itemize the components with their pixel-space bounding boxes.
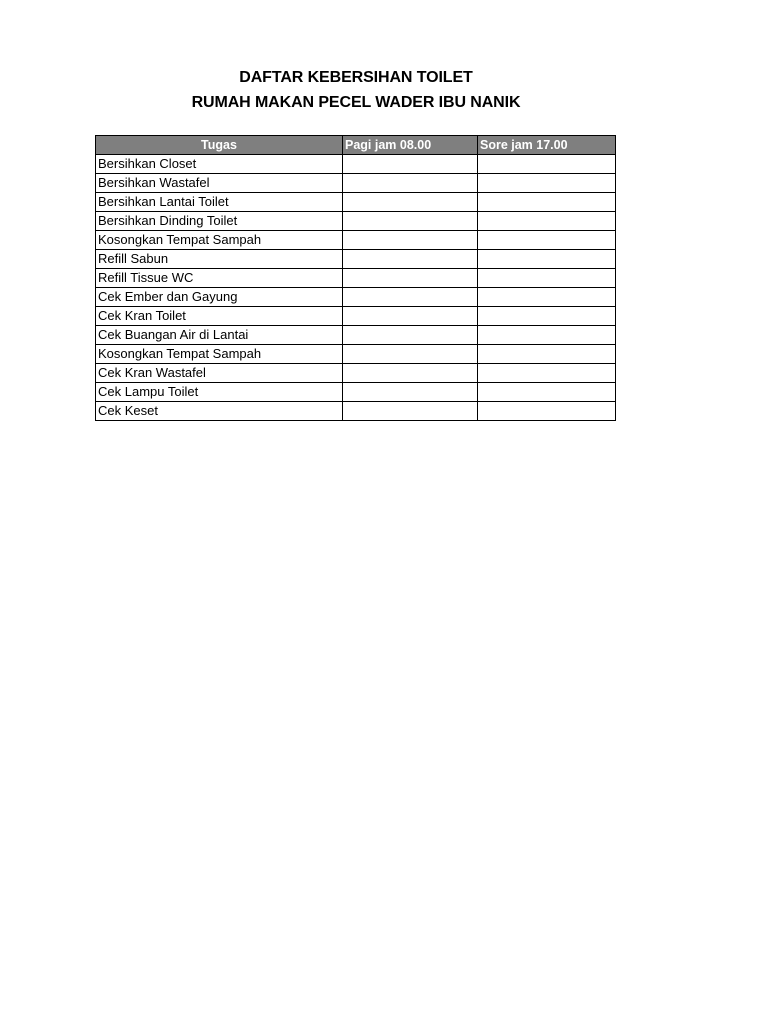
table-row: [96, 174, 616, 193]
morning-check-cell[interactable]: [343, 193, 478, 212]
task-cell: Refill Sabun: [96, 250, 343, 269]
document-subtitle: RUMAH MAKAN PECEL WADER IBU NANIK: [191, 94, 521, 111]
evening-check-cell[interactable]: [478, 174, 616, 193]
morning-check-cell[interactable]: [343, 383, 478, 402]
evening-check-cell[interactable]: [478, 212, 616, 231]
table-row: [96, 307, 616, 326]
evening-check-cell[interactable]: [478, 269, 616, 288]
task-cell: Cek Ember dan Gayung: [96, 288, 343, 307]
task-cell: Kosongkan Tempat Sampah: [96, 231, 343, 250]
evening-check-cell[interactable]: [478, 307, 616, 326]
morning-check-cell[interactable]: [343, 250, 478, 269]
evening-check-cell[interactable]: [478, 345, 616, 364]
task-cell: Cek Buangan Air di Lantai: [96, 326, 343, 345]
evening-check-cell[interactable]: [478, 383, 616, 402]
task-cell: Bersihkan Dinding Toilet: [96, 212, 343, 231]
morning-check-cell[interactable]: [343, 288, 478, 307]
table-row: [96, 250, 616, 269]
task-cell: Bersihkan Lantai Toilet: [96, 193, 343, 212]
task-cell: Kosongkan Tempat Sampah: [96, 345, 343, 364]
evening-check-cell[interactable]: [478, 402, 616, 421]
table-row: [96, 326, 616, 345]
morning-check-cell[interactable]: [343, 307, 478, 326]
document-title: DAFTAR KEBERSIHAN TOILET: [239, 69, 473, 86]
table-row: [96, 364, 616, 383]
morning-check-cell[interactable]: [343, 231, 478, 250]
table-row: [96, 269, 616, 288]
task-cell: Cek Kran Toilet: [96, 307, 343, 326]
table-row: [96, 193, 616, 212]
morning-check-cell[interactable]: [343, 364, 478, 383]
task-cell: Bersihkan Closet: [96, 155, 343, 174]
table-row: [96, 231, 616, 250]
task-cell: Cek Lampu Toilet: [96, 383, 343, 402]
table-row: [96, 345, 616, 364]
morning-check-cell[interactable]: [343, 269, 478, 288]
morning-check-cell[interactable]: [343, 345, 478, 364]
table-row: [96, 212, 616, 231]
morning-check-cell[interactable]: [343, 155, 478, 174]
morning-check-cell[interactable]: [343, 326, 478, 345]
evening-check-cell[interactable]: [478, 364, 616, 383]
header-pagi: Pagi jam 08.00: [343, 136, 478, 155]
morning-check-cell[interactable]: [343, 402, 478, 421]
table-row: [96, 155, 616, 174]
evening-check-cell[interactable]: [478, 288, 616, 307]
evening-check-cell[interactable]: [478, 250, 616, 269]
table-row: [96, 288, 616, 307]
table-body: [96, 155, 616, 421]
table-row: [96, 383, 616, 402]
header-sore: Sore jam 17.00: [478, 136, 616, 155]
morning-check-cell[interactable]: [343, 174, 478, 193]
cleaning-checklist-table: [95, 135, 616, 421]
morning-check-cell[interactable]: [343, 212, 478, 231]
evening-check-cell[interactable]: [478, 155, 616, 174]
task-cell: Cek Kran Wastafel: [96, 364, 343, 383]
task-cell: Cek Keset: [96, 402, 343, 421]
task-cell: Bersihkan Wastafel: [96, 174, 343, 193]
table-header-row: [96, 136, 616, 155]
task-cell: Refill Tissue WC: [96, 269, 343, 288]
table-row: [96, 402, 616, 421]
header-tugas: Tugas: [96, 136, 343, 155]
evening-check-cell[interactable]: [478, 193, 616, 212]
evening-check-cell[interactable]: [478, 231, 616, 250]
evening-check-cell[interactable]: [478, 326, 616, 345]
